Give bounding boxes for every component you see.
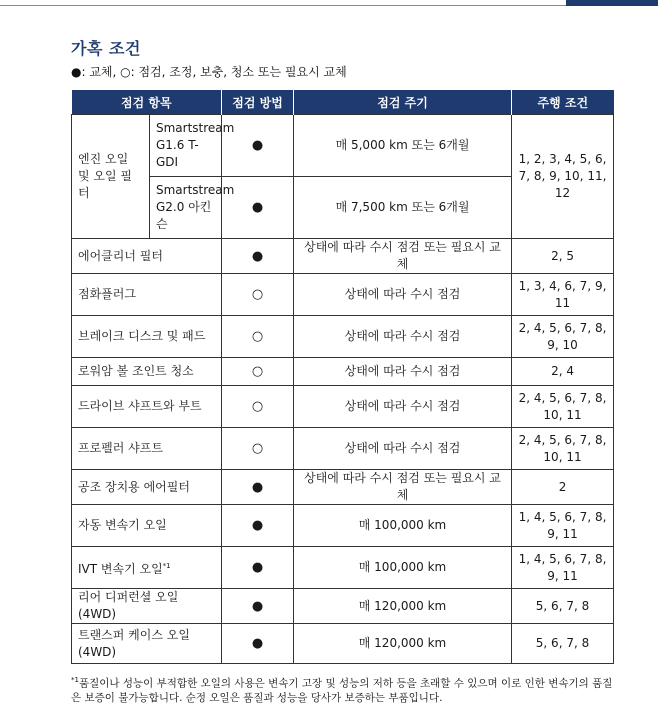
table-row bbox=[72, 358, 614, 386]
legend: ●: 교체, ○: 점검, 조정, 보충, 청소 또는 필요시 교체 bbox=[71, 65, 347, 79]
table-row bbox=[72, 470, 614, 505]
item-name: 점화플러그 bbox=[72, 274, 222, 316]
conditions-text: 1, 4, 5, 6, 7, 8, 9, 11 bbox=[512, 505, 614, 547]
table-row bbox=[72, 624, 614, 664]
table-row bbox=[72, 274, 614, 316]
engine-variant-name: Smartstream G2.0 아킨슨 bbox=[150, 177, 222, 239]
table-row bbox=[72, 547, 614, 589]
header-method: 점검 방법 bbox=[222, 90, 294, 115]
table-row bbox=[72, 316, 614, 358]
method-mark: ● bbox=[222, 547, 294, 589]
method-mark: ● bbox=[222, 239, 294, 274]
item-name: 리어 디퍼런셜 오일(4WD) bbox=[72, 589, 222, 624]
header-item: 점검 항목 bbox=[72, 90, 222, 115]
method-mark: ○ bbox=[222, 428, 294, 470]
interval-text: 매 100,000 km bbox=[294, 505, 512, 547]
footnote-text: 품질이나 성능이 부적합한 오일의 사용은 변속기 고장 및 성능의 저하 등을 초래할 수 있으며 이로 인한 변속기의 품질은 보증이 불가능합니다. 순정 오일은 품질과 성능을 당사가 보증하는 부품입니다. bbox=[71, 677, 613, 704]
method-mark: ● bbox=[222, 115, 294, 177]
engine-variant-name: Smartstream G1.6 T-GDI bbox=[150, 115, 222, 177]
maintenance-table bbox=[71, 90, 614, 664]
table-row bbox=[72, 428, 614, 470]
item-name: 자동 변속기 오일 bbox=[72, 505, 222, 547]
interval-text: 상태에 따라 수시 점검 bbox=[294, 358, 512, 386]
engine-oil-label: 엔진 오일 및 오일 필터 bbox=[72, 115, 150, 239]
interval-text: 매 100,000 km bbox=[294, 547, 512, 589]
interval-text: 상태에 따라 수시 점검 bbox=[294, 316, 512, 358]
footnote-ref: *1 bbox=[162, 561, 171, 570]
interval-text: 상태에 따라 수시 점검 또는 필요시 교체 bbox=[294, 470, 512, 505]
conditions-text: 2, 4, 5, 6, 7, 8, 10, 11 bbox=[512, 428, 614, 470]
conditions-text: 2, 5 bbox=[512, 239, 614, 274]
interval-text: 상태에 따라 수시 점검 또는 필요시 교체 bbox=[294, 239, 512, 274]
conditions-text: 2, 4, 5, 6, 7, 8, 10, 11 bbox=[512, 386, 614, 428]
page-title: 가혹 조건 bbox=[71, 39, 141, 58]
interval-text: 매 5,000 km 또는 6개월 bbox=[294, 115, 512, 177]
method-mark: ○ bbox=[222, 386, 294, 428]
item-name: 드라이브 샤프트와 부트 bbox=[72, 386, 222, 428]
interval-text: 상태에 따라 수시 점검 bbox=[294, 386, 512, 428]
conditions-text: 2, 4, 5, 6, 7, 8, 9, 10 bbox=[512, 316, 614, 358]
conditions-text: 2, 4 bbox=[512, 358, 614, 386]
item-name: 트랜스퍼 케이스 오일 (4WD) bbox=[72, 624, 222, 664]
conditions-text: 5, 6, 7, 8 bbox=[512, 624, 614, 664]
footnote bbox=[71, 673, 621, 705]
item-name: 에어클리너 필터 bbox=[72, 239, 222, 274]
interval-text: 매 120,000 km bbox=[294, 589, 512, 624]
method-mark: ● bbox=[222, 177, 294, 239]
conditions-text: 1, 3, 4, 6, 7, 9, 11 bbox=[512, 274, 614, 316]
item-name bbox=[72, 547, 222, 589]
interval-text: 매 120,000 km bbox=[294, 624, 512, 664]
item-name: 로워암 볼 조인트 청소 bbox=[72, 358, 222, 386]
table-row bbox=[72, 589, 614, 624]
interval-text: 매 7,500 km 또는 6개월 bbox=[294, 177, 512, 239]
conditions-text: 1, 2, 3, 4, 5, 6, 7, 8, 9, 10, 11, 12 bbox=[512, 115, 614, 239]
item-name: 프로펠러 샤프트 bbox=[72, 428, 222, 470]
table-row bbox=[72, 505, 614, 547]
table-header-row bbox=[72, 90, 614, 115]
top-rule bbox=[0, 5, 566, 6]
table-row bbox=[72, 386, 614, 428]
method-mark: ○ bbox=[222, 358, 294, 386]
method-mark: ○ bbox=[222, 274, 294, 316]
footnote-mark: *1 bbox=[71, 676, 79, 684]
conditions-text: 2 bbox=[512, 470, 614, 505]
item-name-text: IVT 변속기 오일 bbox=[78, 561, 163, 576]
conditions-text: 1, 4, 5, 6, 7, 8, 9, 11 bbox=[512, 547, 614, 589]
header-conditions: 주행 조건 bbox=[512, 90, 614, 115]
top-tab-accent bbox=[566, 0, 658, 6]
method-mark: ○ bbox=[222, 316, 294, 358]
table-row bbox=[72, 239, 614, 274]
method-mark: ● bbox=[222, 624, 294, 664]
item-name: 공조 장치용 에어필터 bbox=[72, 470, 222, 505]
item-name: 브레이크 디스크 및 패드 bbox=[72, 316, 222, 358]
header-interval: 점검 주기 bbox=[294, 90, 512, 115]
method-mark: ● bbox=[222, 470, 294, 505]
table-row bbox=[72, 115, 614, 177]
interval-text: 상태에 따라 수시 점검 bbox=[294, 428, 512, 470]
conditions-text: 5, 6, 7, 8 bbox=[512, 589, 614, 624]
method-mark: ● bbox=[222, 505, 294, 547]
method-mark: ● bbox=[222, 589, 294, 624]
interval-text: 상태에 따라 수시 점검 bbox=[294, 274, 512, 316]
